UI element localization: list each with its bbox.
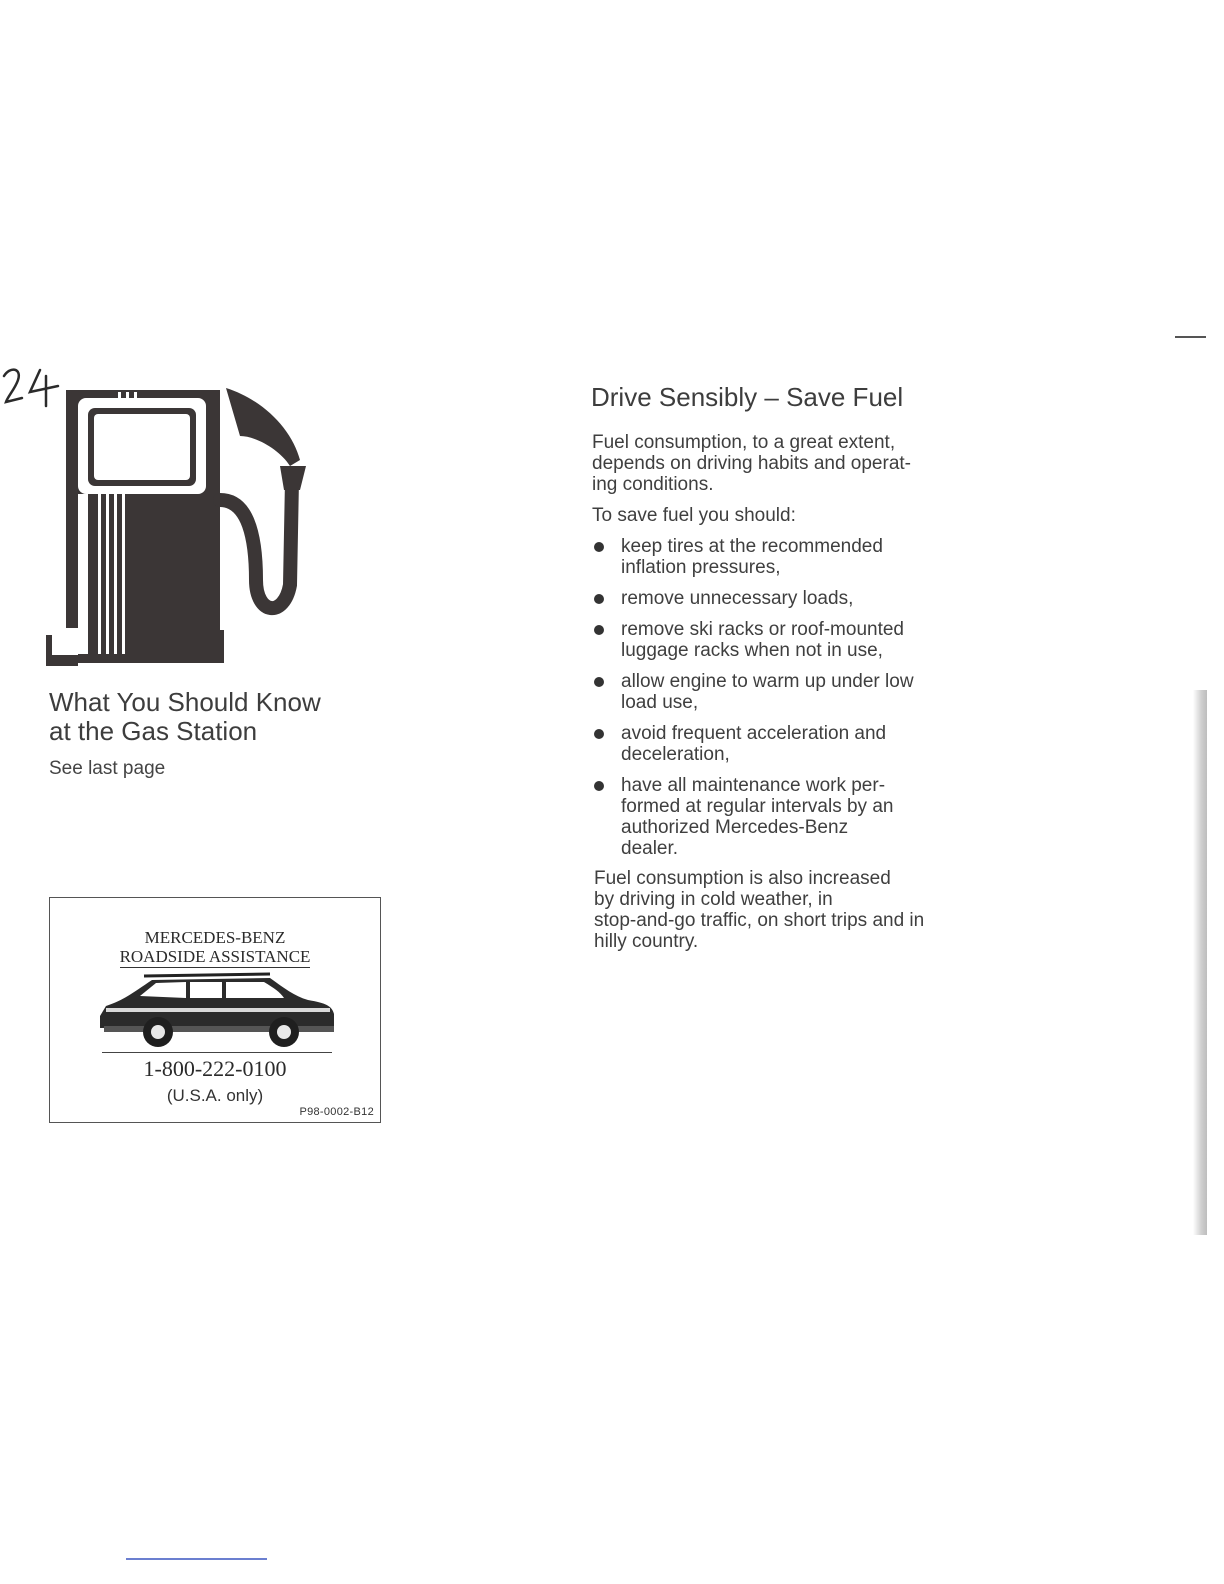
roadside-assistance-box bbox=[49, 897, 381, 1123]
bullet-icon bbox=[594, 625, 604, 635]
bullet-icon bbox=[594, 677, 604, 687]
roadside-brand-line1: MERCEDES-BENZ bbox=[144, 928, 286, 947]
scan-edge-shadow bbox=[1193, 690, 1207, 1235]
list-item: remove ski racks or roof-mounted luggage racks when not in use, bbox=[592, 619, 992, 661]
roadside-brand bbox=[50, 928, 380, 968]
list-item: have all maintenance work per- formed at regular intervals by an authorized Mercedes-Benz dealer. bbox=[592, 775, 992, 859]
see-last-page-note: See last page bbox=[49, 758, 166, 779]
bullet-icon bbox=[594, 594, 604, 604]
list-item: allow engine to warm up under low load use, bbox=[592, 671, 992, 713]
roadside-region-note: (U.S.A. only) bbox=[166, 1086, 264, 1105]
list-item: keep tires at the recommended inflation pressures, bbox=[592, 536, 992, 578]
scan-edge-mark bbox=[1175, 336, 1206, 338]
roadside-phone-number: 1-800-222-0100 bbox=[143, 1056, 287, 1081]
fuel-pump-icon bbox=[44, 380, 314, 670]
station-wagon-icon bbox=[94, 970, 342, 1052]
intro-paragraph: Fuel consumption, to a great extent, depends on driving habits and operat- ing conditions. bbox=[592, 432, 912, 495]
gas-station-heading: What You Should Know at the Gas Station bbox=[49, 687, 321, 746]
bullet-icon bbox=[594, 781, 604, 791]
bottom-rule bbox=[126, 1558, 267, 1560]
list-item: avoid frequent acceleration and deceleration, bbox=[592, 723, 992, 765]
bullet-icon bbox=[594, 729, 604, 739]
fuel-tips-list bbox=[592, 536, 992, 869]
closing-paragraph: Fuel consumption is also increased by driving in cold weather, in stop-and-go traffic, on short trips and in hilly country. bbox=[594, 868, 925, 952]
figure-code: P98-0002-B12 bbox=[299, 1106, 374, 1118]
car-baseline-rule bbox=[102, 1052, 332, 1053]
list-item: remove unnecessary loads, bbox=[592, 588, 992, 609]
lead-paragraph: To save fuel you should: bbox=[592, 505, 796, 526]
roadside-brand-line2: ROADSIDE ASSISTANCE bbox=[119, 947, 311, 966]
save-fuel-heading: Drive Sensibly – Save Fuel bbox=[591, 382, 904, 412]
bullet-icon bbox=[594, 542, 604, 552]
